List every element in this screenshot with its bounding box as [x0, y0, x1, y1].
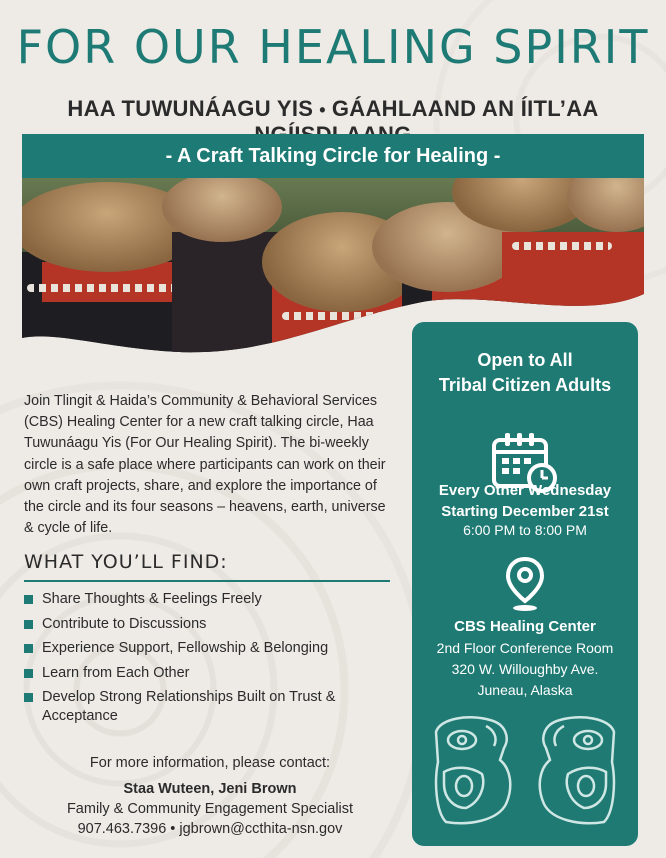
subtitle-haida: GÁAHLAAND AN ÍITL’AA — [331, 96, 599, 121]
find-list — [24, 590, 396, 732]
page-title: FOR OUR HEALING SPIRIT — [16, 20, 650, 74]
schedule-line-2: Starting December 21st — [441, 503, 609, 520]
find-heading: WHAT YOU’LL FIND: — [24, 551, 228, 573]
location-name: CBS Healing Center — [454, 618, 596, 635]
list-item — [24, 615, 396, 634]
subtitle-separator: • — [319, 100, 326, 120]
contact-names: Staa Wuteen, Jeni Brown — [123, 781, 297, 797]
list-item — [24, 590, 396, 609]
formline-art-icon — [430, 712, 620, 830]
contact-block — [24, 755, 396, 839]
list-item-text: Experience Support, Fellowship & Belonging — [42, 640, 329, 656]
list-item-text: Develop Strong Relationships Built on Trust & Acceptance — [42, 689, 336, 724]
audience-heading — [412, 348, 638, 398]
list-item — [24, 639, 396, 658]
schedule-time: 6:00 PM to 8:00 PM — [463, 522, 587, 538]
audience-line-2: Tribal Citizen Adults — [438, 375, 612, 395]
list-item-text: Learn from Each Other — [42, 664, 190, 681]
find-divider — [24, 580, 390, 582]
subtitle-tlingit: HAA TUWUNÁAGU YIS — [67, 96, 314, 121]
location-line-3: Juneau, Alaska — [477, 682, 573, 698]
contact-details: 907.463.7396 • jgbrown@ccthita-nsn.gov — [77, 821, 343, 837]
list-item-text: Contribute to Discussions — [42, 615, 207, 632]
intro-paragraph: Join Tlingit & Haida’s Community & Behavioral Services (CBS) Healing Center for a new craft talking circle, Haa Tuwunáagu Yis (For Our Healing Spirit). The bi-weekly circle is a safe place where participants can work on their own craft projects, share, and explore the importance of the circle and its four seasons – heavens, earth, universe & cycle of life. — [24, 393, 386, 537]
schedule-heading — [412, 480, 638, 522]
list-item — [24, 688, 396, 726]
event-info-card — [412, 322, 638, 846]
list-item — [24, 664, 396, 683]
schedule-line-1: Every Other Wednesday — [438, 482, 612, 499]
bullet-square-icon — [24, 595, 33, 604]
list-item-text: Share Thoughts & Feelings Freely — [42, 591, 262, 607]
banner-tagline: - A Craft Talking Circle for Healing - — [22, 134, 644, 178]
location-pin-icon — [505, 557, 545, 613]
location-line-2: 320 W. Willoughby Ave. — [451, 661, 599, 677]
bullet-square-icon — [24, 669, 33, 678]
bullet-square-icon — [24, 620, 33, 629]
bullet-square-icon — [24, 693, 33, 702]
contact-lead: For more information, please contact: — [89, 755, 331, 771]
audience-line-1: Open to All — [477, 350, 573, 370]
bullet-square-icon — [24, 644, 33, 653]
contact-role: Family & Community Engagement Specialist — [66, 801, 354, 817]
location-line-1: 2nd Floor Conference Room — [436, 640, 614, 656]
